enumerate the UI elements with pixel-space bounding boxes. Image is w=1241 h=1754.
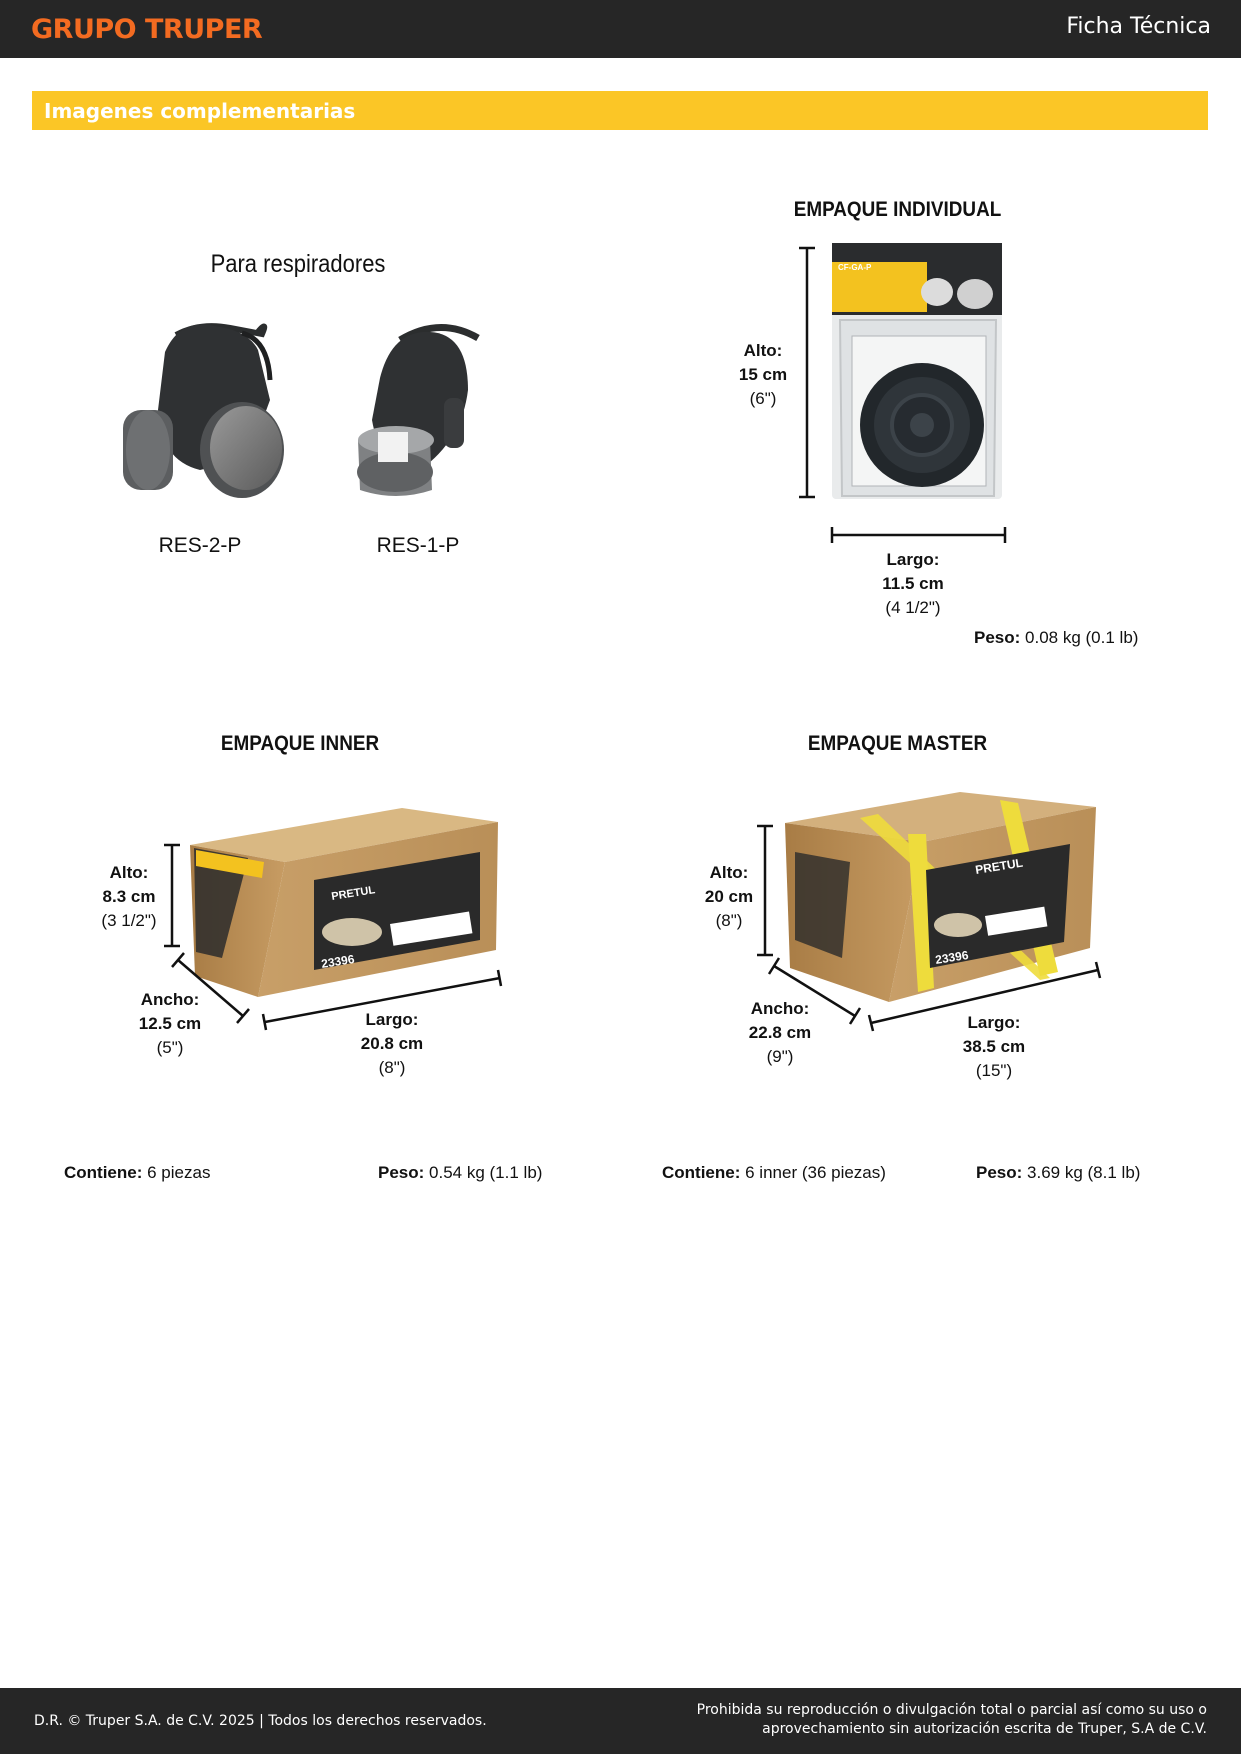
contiene-value: 6 piezas	[147, 1163, 211, 1182]
largo-metric: 11.5 cm	[882, 574, 944, 593]
peso-label: Peso:	[976, 1163, 1023, 1182]
inner-box-code: 23396	[320, 951, 356, 971]
master-largo	[954, 1011, 1034, 1083]
respirator-res-2-p-image	[123, 324, 284, 498]
master-peso	[976, 1163, 1140, 1183]
master-box-image	[785, 792, 1096, 1002]
largo-imperial: (8")	[378, 1058, 406, 1077]
copyright-text: D.R. © Truper S.A. de C.V. 2025 | Todos los derechos reservados.	[34, 1713, 487, 1729]
master-ancho	[740, 997, 820, 1069]
alto-metric: 15 cm	[738, 365, 788, 384]
peso-label: Peso:	[974, 628, 1021, 647]
card-model: CF-GA-P	[838, 263, 872, 272]
section-title: Imagenes complementarias	[44, 99, 356, 123]
document-title: Ficha Técnica	[1066, 14, 1211, 39]
peso-value: 0.54 kg (1.1 lb)	[429, 1163, 543, 1182]
model-label-res-2-p: RES-2-P	[158, 534, 242, 557]
master-heading: EMPAQUE MASTER	[807, 732, 988, 755]
largo-metric: 38.5 cm	[962, 1037, 1026, 1056]
legal-notice	[647, 1701, 1207, 1739]
individual-heading: EMPAQUE INDIVIDUAL	[793, 198, 1002, 221]
individual-peso	[974, 628, 1138, 648]
largo-imperial: (15")	[975, 1061, 1013, 1080]
inner-largo	[352, 1008, 432, 1080]
ancho-metric: 22.8 cm	[748, 1023, 812, 1042]
respirators-subtitle: Para respiradores	[210, 250, 386, 278]
individual-largo	[863, 548, 963, 620]
alto-imperial: (3 1/2")	[101, 911, 157, 930]
largo-label: Largo:	[886, 550, 940, 569]
legal-notice-line-1: Prohibida su reproducción o divulgación total o parcial así como su uso o	[696, 1702, 1207, 1718]
master-alto	[689, 861, 769, 933]
inner-contiene	[64, 1163, 210, 1183]
inner-alto	[89, 861, 169, 933]
alto-imperial: (6")	[749, 389, 777, 408]
model-label-res-1-p: RES-1-P	[376, 534, 460, 557]
alto-label: Alto:	[743, 341, 783, 360]
largo-imperial: (4 1/2")	[885, 598, 941, 617]
individual-package-image	[832, 243, 1002, 499]
inner-box-brand: PRETUL	[330, 884, 376, 903]
master-box-brand: PRETUL	[974, 855, 1024, 877]
contiene-label: Contiene:	[662, 1163, 741, 1182]
ancho-imperial: (9")	[766, 1047, 794, 1066]
ancho-label: Ancho:	[750, 999, 810, 1018]
inner-heading: EMPAQUE INNER	[220, 732, 380, 755]
alto-imperial: (8")	[715, 911, 743, 930]
peso-value: 3.69 kg (8.1 lb)	[1027, 1163, 1141, 1182]
largo-label: Largo:	[365, 1010, 419, 1029]
alto-label: Alto:	[109, 863, 149, 882]
peso-label: Peso:	[378, 1163, 425, 1182]
inner-box-image	[190, 808, 498, 997]
alto-metric: 8.3 cm	[102, 887, 156, 906]
respirator-res-1-p-image	[357, 327, 478, 496]
peso-value: 0.08 kg (0.1 lb)	[1025, 628, 1139, 647]
master-box-code: 23396	[934, 947, 970, 967]
largo-metric: 20.8 cm	[360, 1034, 424, 1053]
ancho-metric: 12.5 cm	[138, 1014, 202, 1033]
contiene-value: 6 inner (36 piezas)	[745, 1163, 886, 1182]
ancho-label: Ancho:	[140, 990, 200, 1009]
largo-label: Largo:	[967, 1013, 1021, 1032]
inner-peso	[378, 1163, 542, 1183]
master-contiene	[662, 1163, 886, 1183]
brand-logo: GRUPO TRUPER	[31, 14, 263, 45]
legal-notice-line-2: aprovechamiento sin autorización escrita de Truper, S.A de C.V.	[762, 1721, 1207, 1737]
contiene-label: Contiene:	[64, 1163, 143, 1182]
individual-alto	[723, 339, 803, 411]
alto-metric: 20 cm	[704, 887, 754, 906]
ancho-imperial: (5")	[156, 1038, 184, 1057]
inner-ancho	[130, 988, 210, 1060]
footer	[0, 1688, 1241, 1754]
alto-label: Alto:	[709, 863, 749, 882]
